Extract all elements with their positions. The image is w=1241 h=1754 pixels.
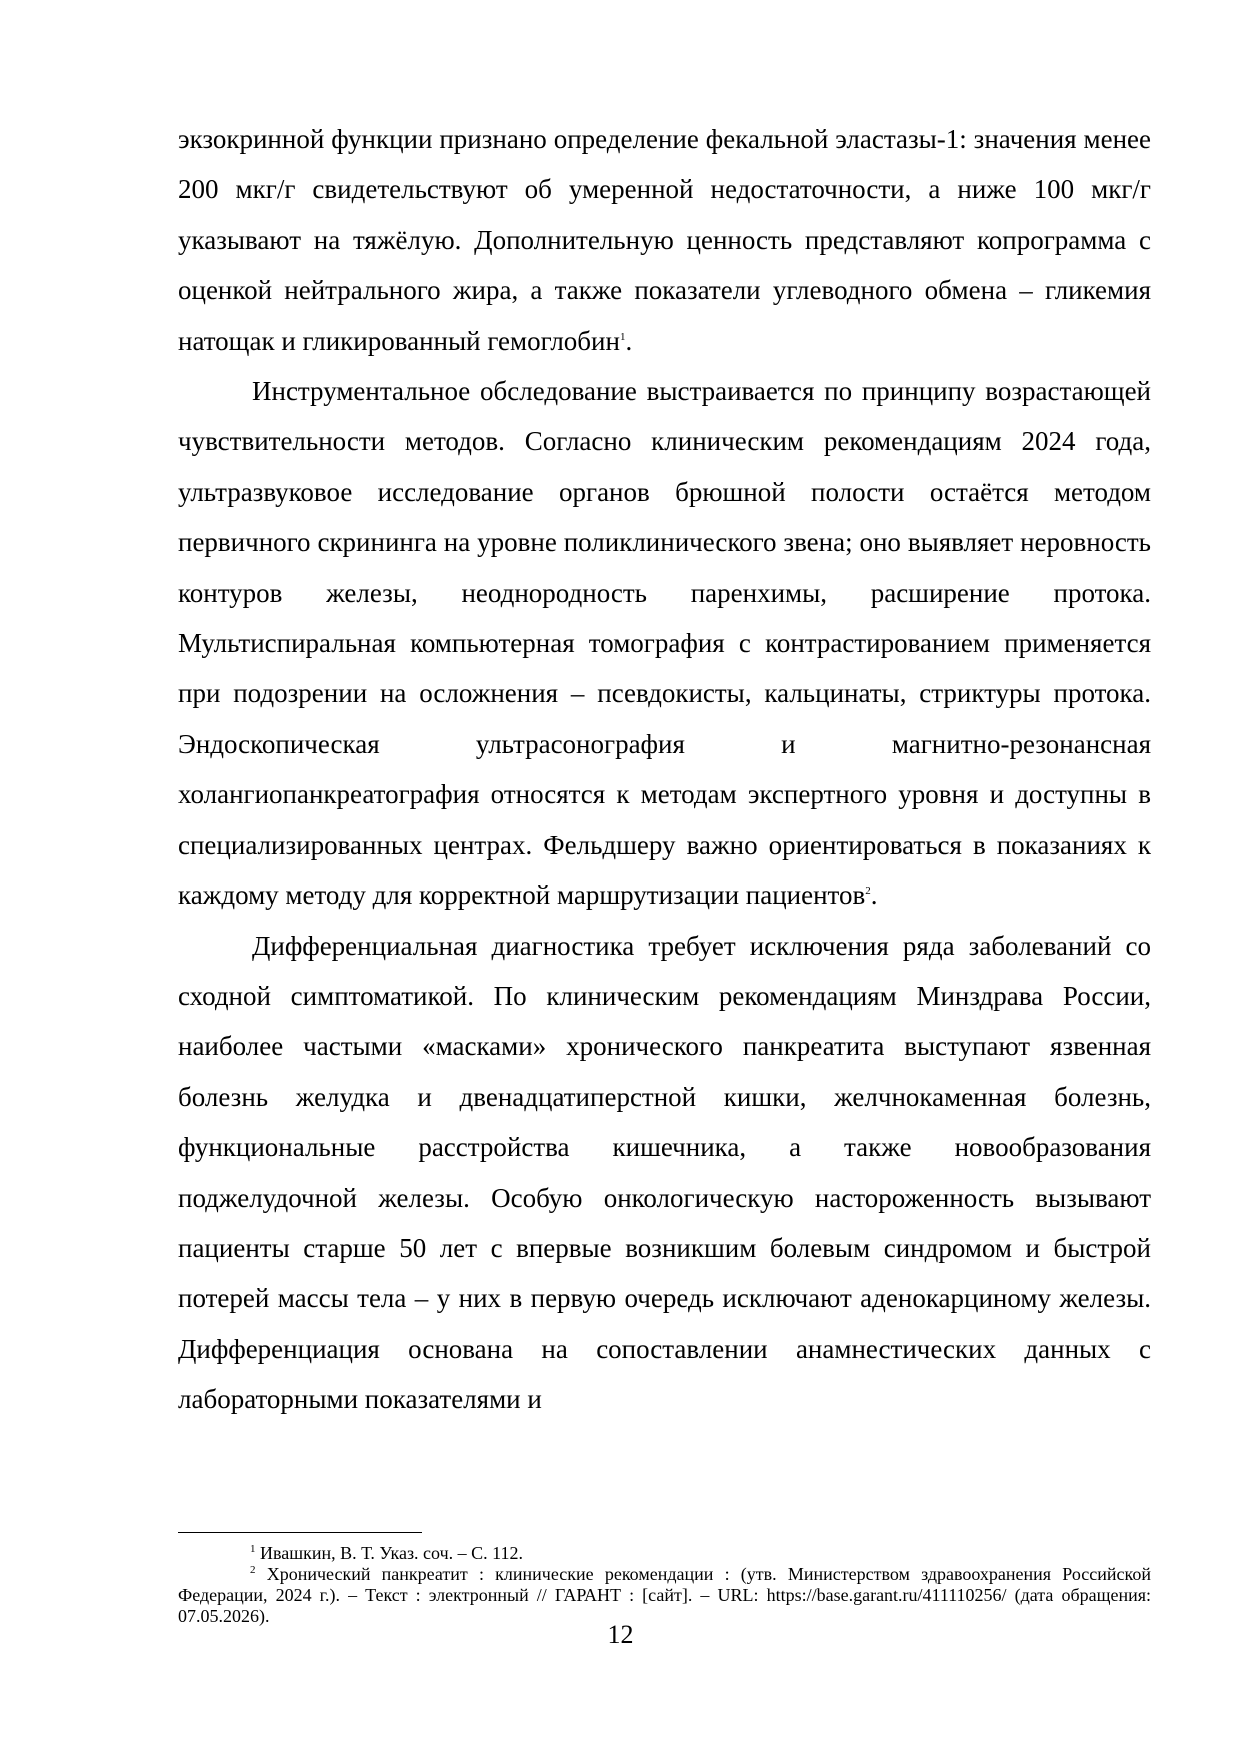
footnote-2-text: Хронический панкреатит : клинические рекомендации : (утв. Министерством здравоохранения Российской Федерации, 2024 г.). – Текст : электронный // ГАРАНТ : [сайт]. – URL: https://base.garant.ru/411110256/ (дата обращения: 07.05.2026).: [178, 1564, 1151, 1626]
footnote-1: [178, 1543, 1151, 1564]
footnote-1-number: 1: [250, 1543, 256, 1555]
paragraph-2: [178, 366, 1151, 920]
paragraph-1: [178, 114, 1151, 366]
footnotes: [178, 1543, 1151, 1627]
footnote-ref-1: 1: [619, 330, 626, 343]
body-text: [178, 114, 1151, 1425]
footnote-1-text: Ивашкин, В. Т. Указ. соч. – С. 112.: [260, 1543, 523, 1563]
paragraph-2-end: .: [870, 880, 878, 911]
footnote-2: [178, 1564, 1151, 1627]
page-number: 12: [607, 1620, 634, 1649]
paragraph-3-text: Дифференциальная диагностика требует исключения ряда заболеваний со сходной симптоматикой. По клиническим рекомендациям Минздрава России, наиболее частыми «масками» хронического панкреатита выступают язвенная болезнь желудка и двенадцатиперстной кишки, желчнокаменная болезнь, функциональные расстройства кишечника, а также новообразования поджелудочной железы. Особую онкологическую настороженность вызывают пациенты старше 50 лет с впервые возникшим болевым синдромом и быстрой потерей массы тела – у них в первую очередь исключают аденокарциному железы. Дифференциация основана на сопоставлении анамнестических данных с лабораторными показателями и: [178, 930, 1151, 1415]
paragraph-2-text: Инструментальное обследование выстраивается по принципу возрастающей чувствительности методов. Согласно клиническим рекомендациям 2024 года, ультразвуковое исследование органов брюшной полости остаётся методом первичного скрининга на уровне поликлинического звена; оно выявляет неровность контуров железы, неоднородность паренхимы, расширение протока. Мультиспиральная компьютерная томография с контрастированием применяется при подозрении на осложнения – псевдокисты, кальцинаты, стриктуры протока. Эндоскопическая ультрасонография и магнитно-резонансная холангиопанкреатография относятся к методам экспертного уровня и доступны в специализированных центрах. Фельдшеру важно ориентироваться в показаниях к каждому методу для корректной маршрутизации пациентов: [178, 376, 1151, 911]
footnote-2-number: 2: [250, 1564, 256, 1576]
paragraph-1-end: .: [625, 325, 633, 356]
paragraph-3: [178, 921, 1151, 1425]
footnote-separator: [178, 1532, 422, 1533]
footnote-ref-2: 2: [865, 885, 871, 898]
paragraph-1-text: экзокринной функции признано определение фекальной эластазы-1: значения менее 200 мкг/г свидетельствуют об умеренной недостаточности, а ниже 100 мкг/г указывают на тяжёлую. Дополнительную ценность представляют копрограмма с оценкой нейтрального жира, а также показатели углеводного обмена – гликемия натощак и гликированный гемоглобин: [178, 124, 1151, 356]
